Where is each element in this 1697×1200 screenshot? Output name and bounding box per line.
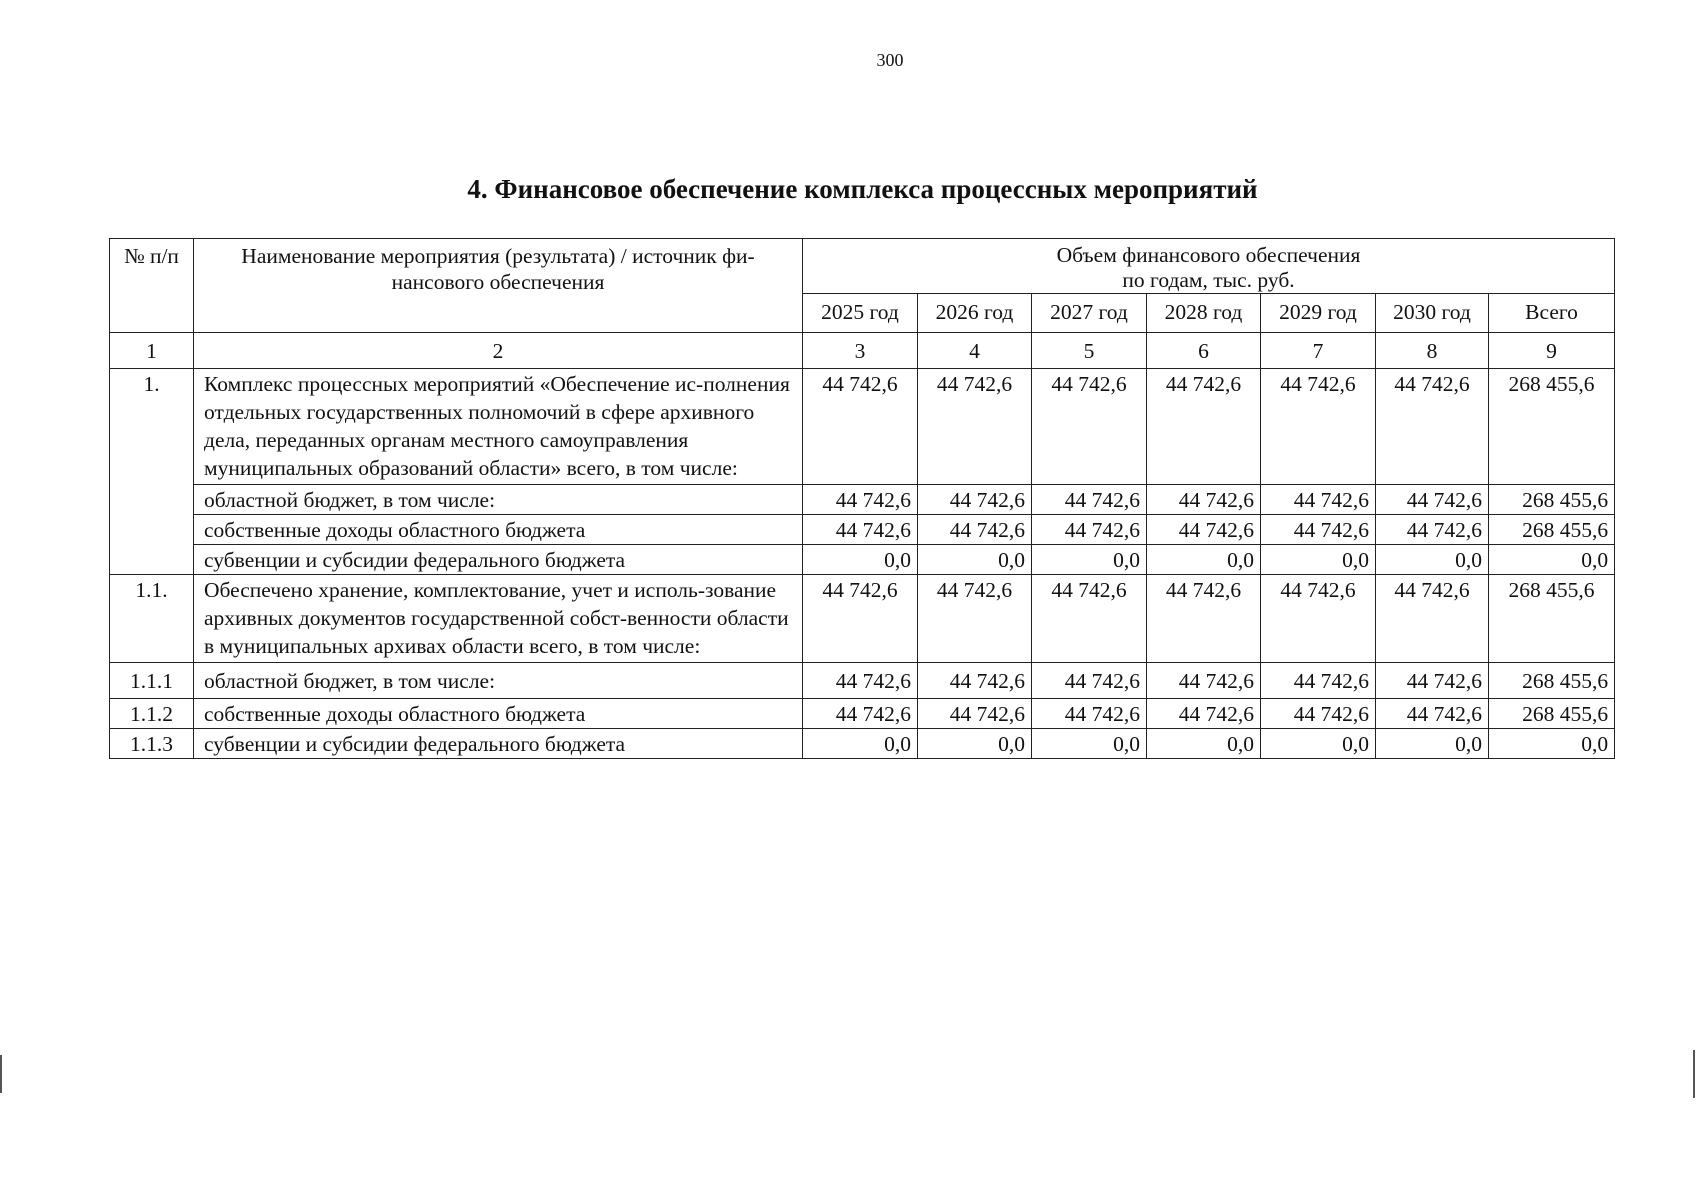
- value-cell: 44 742,6: [1376, 699, 1489, 729]
- value-cell: 44 742,6: [918, 663, 1032, 699]
- value-cell: 44 742,6: [1376, 515, 1489, 545]
- header-num: № п/п: [110, 239, 194, 333]
- column-index: 3: [803, 333, 918, 369]
- scan-edge-mark-right: [1693, 1050, 1695, 1098]
- financing-table: [109, 238, 1615, 759]
- value-cell: 0,0: [1147, 729, 1261, 759]
- value-cell: 44 742,6: [1376, 369, 1489, 485]
- row-name: собственные доходы областного бюджета: [194, 515, 803, 545]
- row-name: областной бюджет, в том числе:: [194, 485, 803, 515]
- value-cell: 44 742,6: [803, 699, 918, 729]
- value-cell: 44 742,6: [1376, 575, 1489, 663]
- header-year-2028: 2028 год: [1147, 294, 1261, 333]
- value-cell: 0,0: [1032, 729, 1147, 759]
- page-title: 4. Финансовое обеспечение комплекса процессных мероприятий: [467, 174, 1258, 204]
- column-index: 2: [194, 333, 803, 369]
- header-volume: [803, 239, 1615, 294]
- value-cell: 44 742,6: [1147, 663, 1261, 699]
- value-cell: 44 742,6: [803, 485, 918, 515]
- value-cell: 44 742,6: [803, 369, 918, 485]
- header-year-2030: 2030 год: [1376, 294, 1489, 333]
- value-cell: 44 742,6: [918, 515, 1032, 545]
- table-row: [110, 485, 1615, 515]
- row-number: 1.1.3: [110, 729, 194, 759]
- row-name: областной бюджет, в том числе:: [194, 663, 803, 699]
- value-cell: 44 742,6: [1261, 485, 1376, 515]
- row-name: субвенции и субсидии федерального бюджета: [194, 729, 803, 759]
- value-cell: 268 455,6: [1489, 575, 1615, 663]
- column-index: 7: [1261, 333, 1376, 369]
- header-year-2029: 2029 год: [1261, 294, 1376, 333]
- value-cell: 268 455,6: [1489, 369, 1615, 485]
- value-cell: 44 742,6: [1147, 369, 1261, 485]
- header-year-2027: 2027 год: [1032, 294, 1147, 333]
- row-name: субвенции и субсидии федерального бюджета: [194, 545, 803, 575]
- table-row: [110, 729, 1615, 759]
- value-cell: 44 742,6: [1032, 663, 1147, 699]
- value-cell: 0,0: [803, 545, 918, 575]
- value-cell: 44 742,6: [803, 575, 918, 663]
- table-row: [110, 545, 1615, 575]
- column-index: 8: [1376, 333, 1489, 369]
- table-row: [110, 515, 1615, 545]
- value-cell: 44 742,6: [1147, 575, 1261, 663]
- value-cell: 0,0: [803, 729, 918, 759]
- value-cell: 0,0: [1261, 729, 1376, 759]
- value-cell: 44 742,6: [918, 699, 1032, 729]
- value-cell: 44 742,6: [1147, 485, 1261, 515]
- header-year-2026: 2026 год: [918, 294, 1032, 333]
- value-cell: 0,0: [918, 545, 1032, 575]
- value-cell: 44 742,6: [918, 575, 1032, 663]
- value-cell: 0,0: [1032, 545, 1147, 575]
- row-name: Комплекс процессных мероприятий «Обеспечение ис-полнения отдельных государственных полномочий в сфере архивного дела, переданных органам местного самоуправления муниципальных образований области» всего, в том числе:: [194, 369, 803, 485]
- value-cell: 44 742,6: [1261, 699, 1376, 729]
- header-name: Наименование мероприятия (результата) / источник фи-нансового обеспечения: [194, 239, 803, 333]
- page-number: 300: [876, 50, 904, 70]
- header-volume-line1: Объем финансового обеспечения: [1056, 243, 1361, 267]
- value-cell: 44 742,6: [1032, 485, 1147, 515]
- value-cell: 44 742,6: [1032, 575, 1147, 663]
- row-number: 1.1.1: [110, 663, 194, 699]
- value-cell: 268 455,6: [1489, 515, 1615, 545]
- header-year-2025: 2025 год: [803, 294, 918, 333]
- row-number: 1.1.: [110, 575, 194, 663]
- value-cell: 44 742,6: [803, 663, 918, 699]
- table-row: [110, 699, 1615, 729]
- row-number: 1.: [110, 369, 194, 575]
- value-cell: 0,0: [1489, 729, 1615, 759]
- value-cell: 44 742,6: [918, 369, 1032, 485]
- table-row: [110, 575, 1615, 663]
- value-cell: 44 742,6: [918, 485, 1032, 515]
- value-cell: 44 742,6: [1376, 485, 1489, 515]
- row-name: Обеспечено хранение, комплектование, учет и исполь-зование архивных документов государственной собст-венности области в муниципальных архивах области всего, в том числе:: [194, 575, 803, 663]
- header-total: Всего: [1489, 294, 1615, 333]
- value-cell: 44 742,6: [1261, 515, 1376, 545]
- value-cell: 0,0: [1261, 545, 1376, 575]
- value-cell: 268 455,6: [1489, 663, 1615, 699]
- column-index: 6: [1147, 333, 1261, 369]
- value-cell: 44 742,6: [1032, 369, 1147, 485]
- table-row: [110, 369, 1615, 485]
- column-index: 9: [1489, 333, 1615, 369]
- column-index: 4: [918, 333, 1032, 369]
- value-cell: 0,0: [1489, 545, 1615, 575]
- header-row: [110, 239, 1615, 294]
- value-cell: 0,0: [918, 729, 1032, 759]
- value-cell: 44 742,6: [1376, 663, 1489, 699]
- value-cell: 44 742,6: [1261, 663, 1376, 699]
- value-cell: 44 742,6: [803, 515, 918, 545]
- header-volume-line2: по годам, тыс. руб.: [1122, 268, 1295, 292]
- row-name: собственные доходы областного бюджета: [194, 699, 803, 729]
- value-cell: 44 742,6: [1147, 515, 1261, 545]
- value-cell: 0,0: [1376, 729, 1489, 759]
- value-cell: 44 742,6: [1261, 369, 1376, 485]
- value-cell: 44 742,6: [1147, 699, 1261, 729]
- value-cell: 44 742,6: [1032, 699, 1147, 729]
- row-number: 1.1.2: [110, 699, 194, 729]
- value-cell: 268 455,6: [1489, 485, 1615, 515]
- column-index: 5: [1032, 333, 1147, 369]
- table-row: [110, 663, 1615, 699]
- column-index-row: [110, 333, 1615, 369]
- value-cell: 44 742,6: [1261, 575, 1376, 663]
- scan-edge-mark-left: [0, 1055, 2, 1093]
- column-index: 1: [110, 333, 194, 369]
- value-cell: 44 742,6: [1032, 515, 1147, 545]
- value-cell: 0,0: [1376, 545, 1489, 575]
- value-cell: 268 455,6: [1489, 699, 1615, 729]
- value-cell: 0,0: [1147, 545, 1261, 575]
